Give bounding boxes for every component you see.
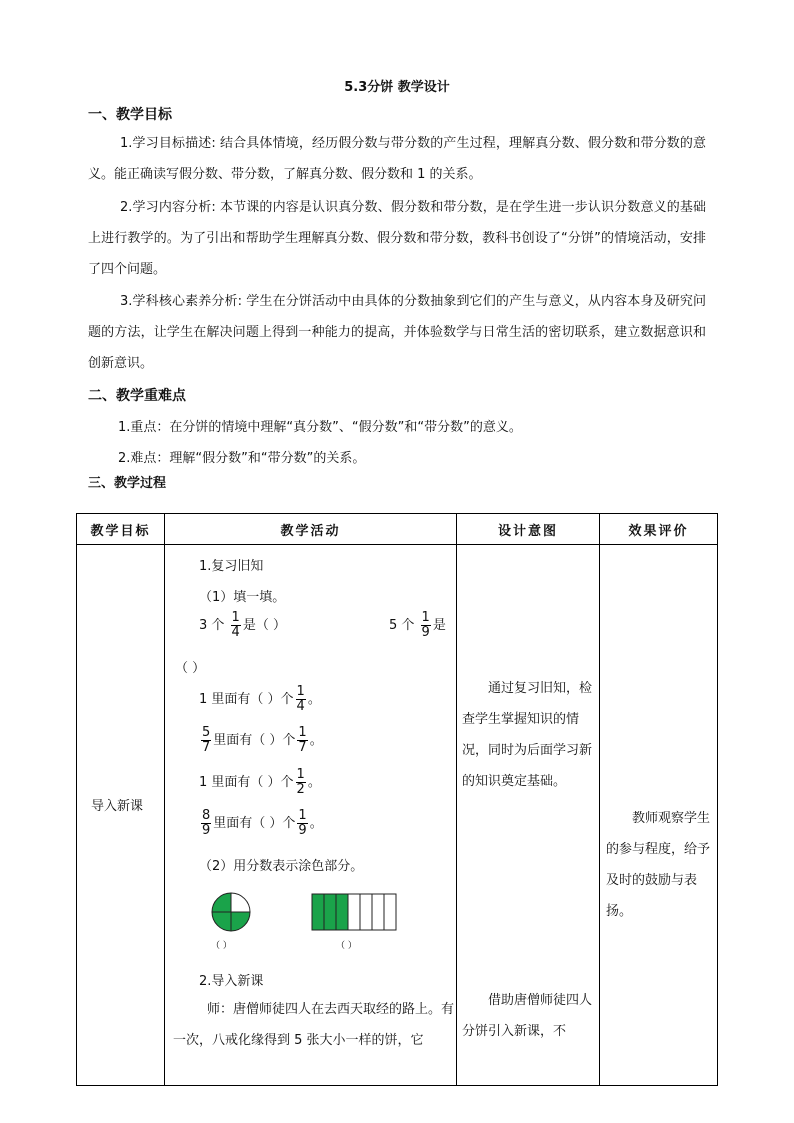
fraction-1-7 bbox=[297, 726, 307, 755]
intent-text-1: 通过复习旧知，检查学生掌握知识的情况，同时为后面学习新的知识奠定基础。 bbox=[462, 681, 593, 789]
q4-end: 。 bbox=[307, 775, 321, 790]
goal-cell bbox=[77, 545, 165, 1086]
bar-answer-blank: （ ） bbox=[336, 941, 357, 951]
fraction-numerator: 1 bbox=[298, 725, 307, 740]
fraction-1-4 bbox=[231, 611, 241, 640]
question-4 bbox=[199, 768, 491, 797]
difficult-point-line: 2.难点：理解“假分数”和“带分数”的关系。 bbox=[118, 451, 366, 466]
fraction-denominator: 4 bbox=[296, 699, 305, 714]
q2-end: 。 bbox=[307, 692, 321, 707]
fraction-denominator: 7 bbox=[202, 740, 211, 755]
goal-paragraph-2: 2.学习内容分析: 本节课的内容是认识真分数、假分数和带分数，是在学生进一步认识分数意义的基础上进行教学的。为了引出和帮助学生理解真分数、假分数和带分数，教科书创设了“分饼”的情境活动，安排了四个问题。 bbox=[88, 200, 706, 277]
intro-title: 2.导入新课 bbox=[199, 974, 264, 989]
q2-prefix: 1 里面有（ ）个 bbox=[199, 692, 294, 707]
question-5 bbox=[199, 809, 491, 838]
q3-end: 。 bbox=[309, 733, 323, 748]
section-heading-key-points: 二、教学重难点 bbox=[88, 388, 186, 404]
q4-prefix: 1 里面有（ ）个 bbox=[199, 775, 294, 790]
goal-paragraph-3: 3.学科核心素养分析: 学生在分饼活动中由具体的分数抽象到它们的产生与意义，从内容本身及研究问题的方法，让学生在解决问题上得到一种能力的提高，并体验数学与日常生活的密切联系，建立数据意识和创新意识。 bbox=[88, 294, 706, 371]
fill-title: （1）填一填。 bbox=[199, 590, 286, 605]
circle-quarter bbox=[212, 912, 231, 931]
fraction-denominator: 7 bbox=[298, 740, 307, 755]
activity-cell bbox=[165, 545, 457, 1086]
intent-cell bbox=[457, 545, 600, 1086]
q1a-prefix: 3 个 bbox=[199, 618, 225, 633]
bar-segment bbox=[372, 894, 384, 930]
intent-text-2: 借助唐僧师徒四人分饼引入新课，不 bbox=[462, 993, 593, 1039]
header-goal: 教学目标 bbox=[77, 514, 165, 545]
q1b-suffix: 是 bbox=[432, 618, 446, 633]
circle-quarter bbox=[212, 893, 231, 912]
fraction-denominator: 9 bbox=[421, 625, 430, 640]
question-3 bbox=[199, 726, 491, 755]
header-activity: 教学活动 bbox=[165, 514, 457, 545]
fraction-denominator: 9 bbox=[298, 823, 307, 838]
circle-quarter bbox=[231, 912, 250, 931]
question-2 bbox=[199, 685, 491, 714]
fraction-numerator: 1 bbox=[296, 767, 305, 782]
shaded-circle-figure bbox=[209, 891, 255, 933]
bar-segment bbox=[348, 894, 360, 930]
table-header-row bbox=[77, 514, 718, 545]
fraction-denominator: 2 bbox=[296, 782, 305, 797]
goal-cell-text: 导入新课 bbox=[91, 799, 144, 814]
header-intent: 设计意图 bbox=[457, 514, 600, 545]
shade-title: （2）用分数表示涂色部分。 bbox=[199, 859, 364, 874]
fraction-1-4 bbox=[296, 685, 306, 714]
fraction-denominator: 9 bbox=[202, 823, 211, 838]
intro-text: 师：唐僧师徒四人在去西天取经的路上。有一次，八戒化缘得到 5 张大小一样的饼，它 bbox=[173, 1002, 455, 1048]
circle-quarter bbox=[231, 893, 250, 912]
bar-segment bbox=[360, 894, 372, 930]
document-title: 5.3分饼 教学设计 bbox=[344, 80, 450, 95]
bar-segment bbox=[312, 894, 324, 930]
key-point-line: 1.重点：在分饼的情境中理解“真分数”、“假分数”和“带分数”的意义。 bbox=[118, 420, 522, 435]
bar-segment bbox=[324, 894, 336, 930]
q1a-suffix: 是（ ） bbox=[242, 618, 286, 633]
fraction-numerator: 5 bbox=[202, 725, 211, 740]
fraction-numerator: 8 bbox=[202, 808, 211, 823]
q3-middle: 里面有（ ）个 bbox=[213, 733, 296, 748]
bar-segment bbox=[384, 894, 396, 930]
section-heading-process: 三、教学过程 bbox=[88, 476, 167, 491]
question-1b-blank: （ ） bbox=[175, 661, 206, 676]
fraction-1-2 bbox=[296, 768, 306, 797]
evaluation-cell bbox=[600, 545, 718, 1086]
goal-paragraph-1: 1.学习目标描述: 结合具体情境，经历假分数与带分数的产生过程，理解真分数、假分数和带分数的意义。能正确读写假分数、带分数，了解真分数、假分数和 1 的关系。 bbox=[88, 136, 706, 182]
fraction-numerator: 1 bbox=[421, 610, 430, 625]
q5-end: 。 bbox=[309, 816, 323, 831]
table-row bbox=[77, 545, 718, 1086]
fraction-1-9 bbox=[421, 611, 431, 640]
fraction-denominator: 4 bbox=[231, 625, 240, 640]
evaluation-text: 教师观察学生的参与程度，给予及时的鼓励与表扬。 bbox=[606, 811, 711, 919]
q5-middle: 里面有（ ）个 bbox=[213, 816, 296, 831]
section-heading-goals: 一、教学目标 bbox=[88, 107, 172, 123]
bar-segment bbox=[336, 894, 348, 930]
fraction-5-7 bbox=[201, 726, 211, 755]
fraction-1-9 bbox=[297, 809, 307, 838]
review-title: 1.复习旧知 bbox=[199, 559, 264, 574]
circle-answer-blank: （ ） bbox=[211, 941, 232, 951]
fraction-numerator: 1 bbox=[231, 610, 240, 625]
fraction-8-9 bbox=[201, 809, 211, 838]
q1b-prefix: 5 个 bbox=[389, 618, 415, 633]
header-evaluation: 效果评价 bbox=[600, 514, 718, 545]
teaching-process-table bbox=[76, 513, 718, 1086]
fraction-numerator: 1 bbox=[296, 684, 305, 699]
shaded-bar-figure bbox=[310, 891, 400, 933]
fraction-numerator: 1 bbox=[298, 808, 307, 823]
